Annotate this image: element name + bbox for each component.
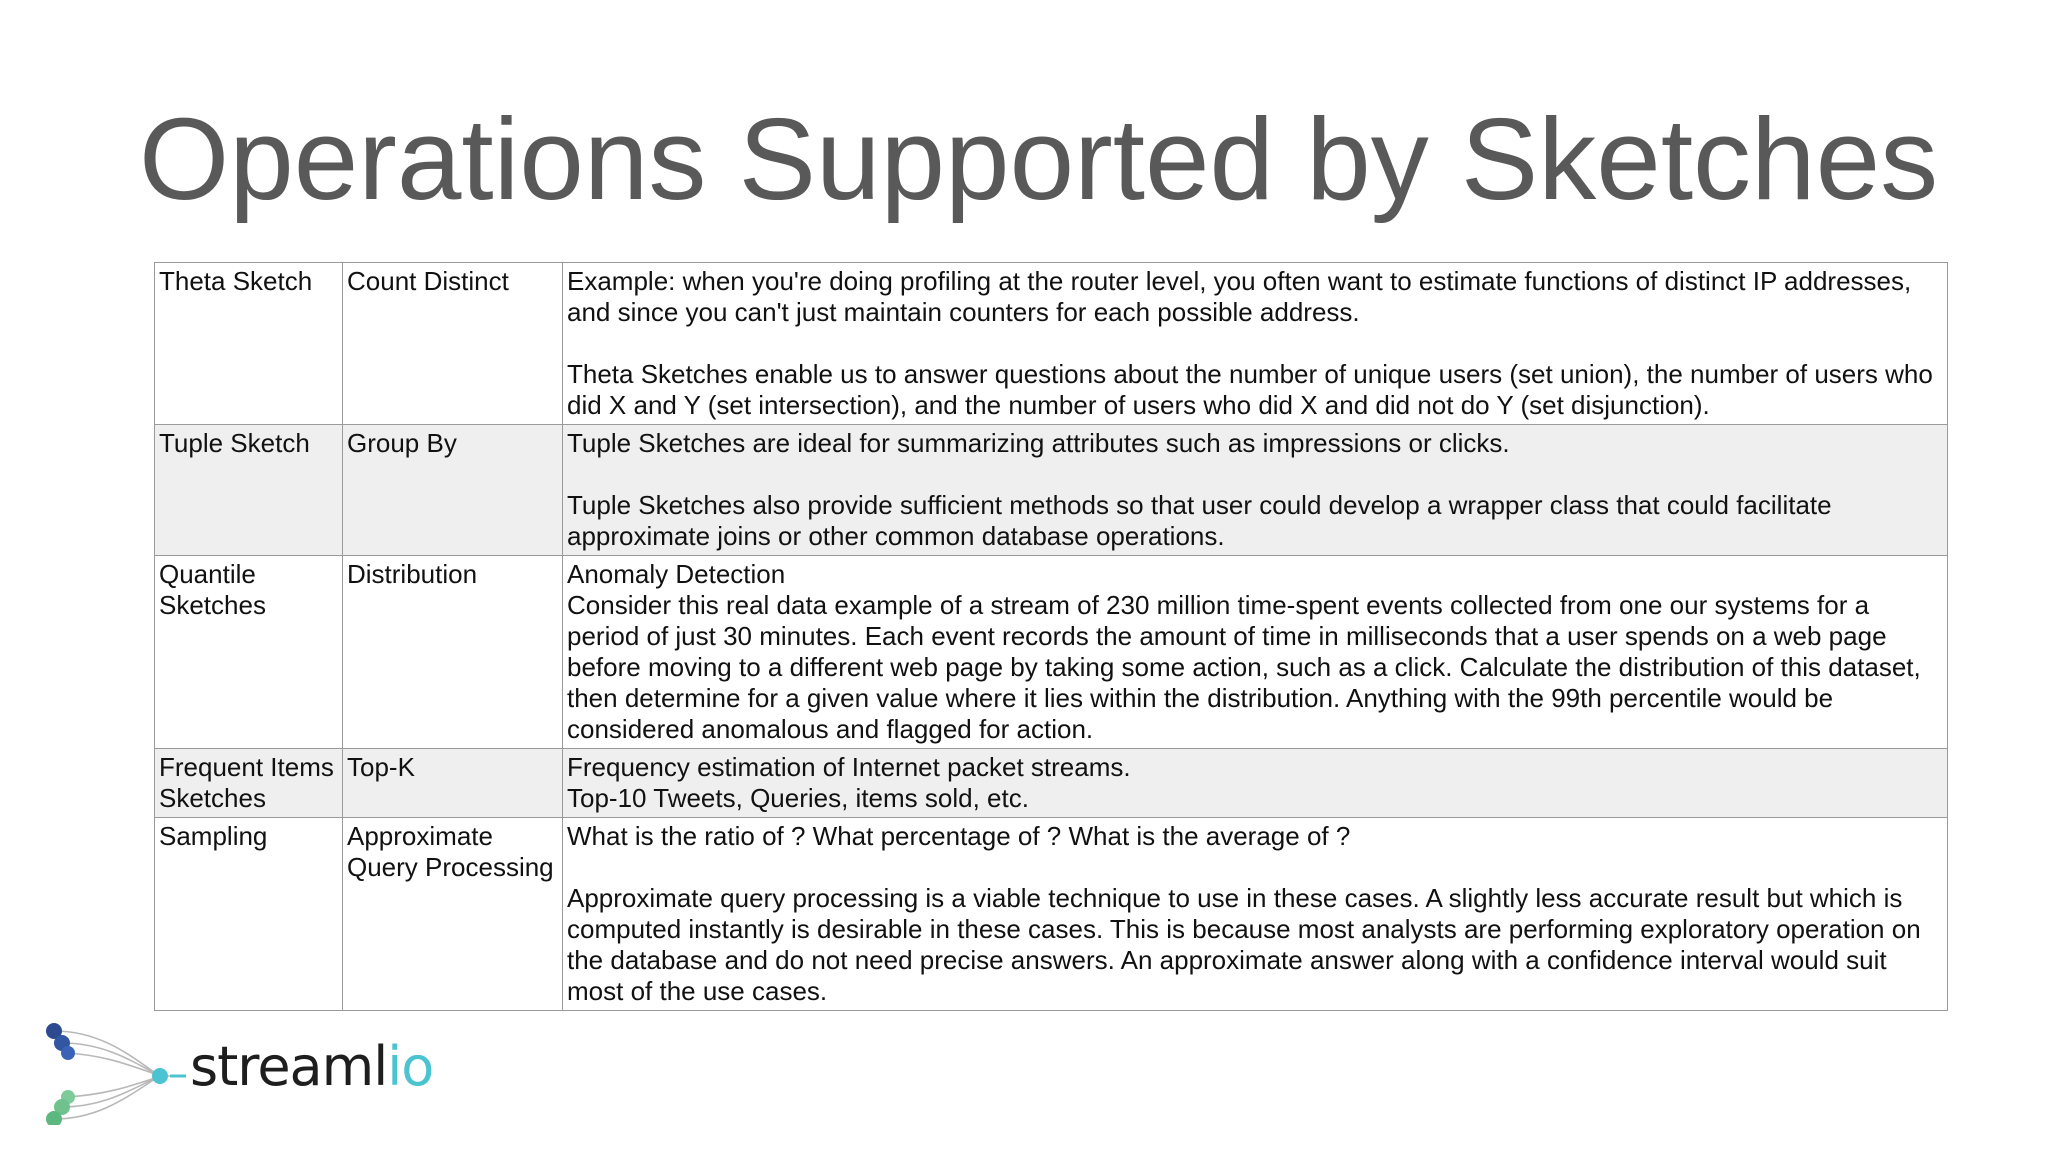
description-heading: Anomaly Detection (567, 559, 786, 589)
description-paragraph: Tuple Sketches are ideal for summarizing attributes such as impressions or clicks. (567, 428, 1510, 458)
description-paragraph: Theta Sketches enable us to answer questions about the number of unique users (set union), the number of users who did X and Y (set intersection), and the number of users who did X and did not do Y (set disjunction). (567, 359, 1933, 420)
description-cell (563, 425, 1948, 556)
operation-cell: Approximate Query Processing (343, 818, 563, 1011)
logo-text-main: streaml (190, 1035, 388, 1098)
description-paragraph: Approximate query processing is a viable technique to use in these cases. A slightly less accurate result but which is computed instantly is desirable in these cases. This is because most analysts are performing exploratory operation on the database and do not need precise answers. An approximate answer along with a confidence interval would suit most of the use cases. (567, 883, 1921, 1006)
table-row-theta (155, 263, 1948, 425)
description-paragraph: Tuple Sketches also provide sufficient methods so that user could develop a wrapper class that could facilitate approximate joins or other common database operations. (567, 490, 1832, 551)
operation-cell: Count Distinct (343, 263, 563, 425)
table-row-quantile (155, 556, 1948, 749)
operation-cell: Top-K (343, 749, 563, 818)
description-paragraph: Frequency estimation of Internet packet streams. (567, 752, 1131, 782)
logo-text-accent: io (387, 1035, 434, 1098)
table-row-frequent-items (155, 749, 1948, 818)
operations-table (154, 262, 1948, 1011)
description-paragraph: Consider this real data example of a stream of 230 million time-spent events collected from one our systems for a period of just 30 minutes. Each event records the amount of time in milliseconds that a user spends on a web page before moving to a different web page by taking some action, such as a click. Calculate the distribution of this dataset, then determine for a given value where it lies within the distribution. Anything with the 99th percentile would be considered anomalous and flagged for action. (567, 590, 1921, 744)
description-paragraph: What is the ratio of ? What percentage of ? What is the average of ? (567, 821, 1351, 851)
table-row-sampling (155, 818, 1948, 1011)
description-cell (563, 818, 1948, 1011)
slide-title: Operations Supported by Sketches (139, 94, 1939, 224)
description-cell (563, 749, 1948, 818)
sketch-name-cell: Tuple Sketch (155, 425, 343, 556)
sketch-name-cell: Frequent Items Sketches (155, 749, 343, 818)
description-paragraph: Example: when you're doing profiling at the router level, you often want to estimate functions of distinct IP addresses, and since you can't just maintain counters for each possible address. (567, 266, 1912, 327)
streamlio-logo-text (190, 1035, 433, 1098)
description-cell (563, 263, 1948, 425)
operation-cell: Group By (343, 425, 563, 556)
description-cell (563, 556, 1948, 749)
sketch-name-cell: Theta Sketch (155, 263, 343, 425)
table-row-tuple (155, 425, 1948, 556)
sketch-name-cell: Quantile Sketches (155, 556, 343, 749)
description-paragraph: Top-10 Tweets, Queries, items sold, etc. (567, 783, 1029, 813)
sketch-name-cell: Sampling (155, 818, 343, 1011)
operation-cell: Distribution (343, 556, 563, 749)
